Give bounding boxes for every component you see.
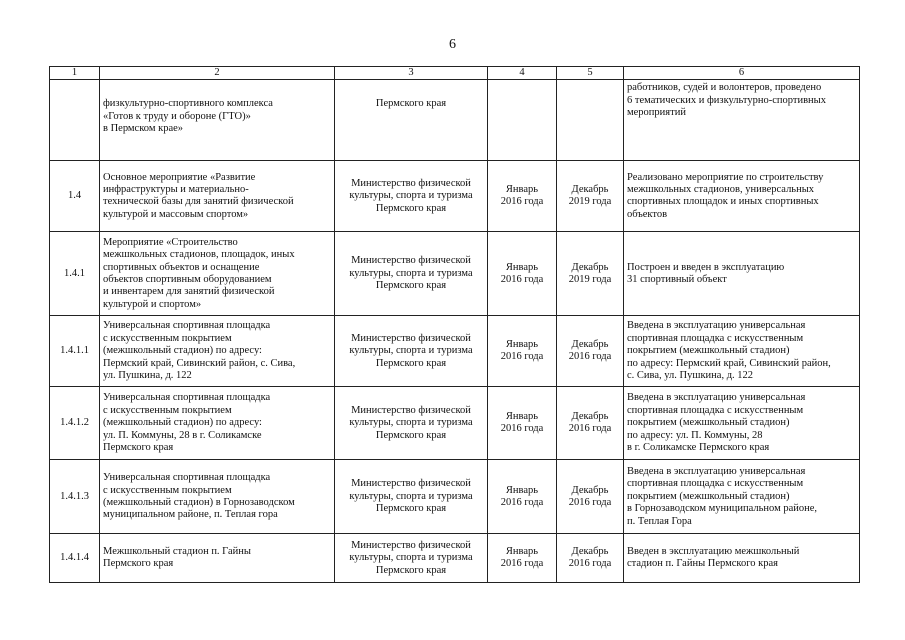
start-date xyxy=(488,80,557,161)
header-col-6: 6 xyxy=(624,67,860,80)
end-date: Декабрь 2019 года xyxy=(557,232,624,316)
end-date: Декабрь 2016 года xyxy=(557,316,624,387)
end-date: Декабрь 2016 года xyxy=(557,387,624,460)
table-header-row xyxy=(50,67,860,80)
activity-name: Межшкольный стадион п. Гайны Пермского края xyxy=(100,534,335,583)
activity-name: Универсальная спортивная площадка с искусственным покрытием (межшкольный стадион) в Горнозаводском муниципальном районе, п. Теплая гора xyxy=(100,460,335,534)
row-number: 1.4.1.2 xyxy=(50,387,100,460)
start-date: Январь 2016 года xyxy=(488,534,557,583)
activity-name: Мероприятие «Строительство межшкольных стадионов, площадок, иных спортивных объектов и оснащение объектов спортивным оборудованием и инвентарем для занятий физической культурой и спортом» xyxy=(100,232,335,316)
table-row xyxy=(50,534,860,583)
start-date: Январь 2016 года xyxy=(488,232,557,316)
executor: Министерство физической культуры, спорта и туризма Пермского края xyxy=(335,534,488,583)
end-date xyxy=(557,80,624,161)
executor: Министерство физической культуры, спорта и туризма Пермского края xyxy=(335,232,488,316)
executor: Министерство физической культуры, спорта и туризма Пермского края xyxy=(335,460,488,534)
end-date: Декабрь 2016 года xyxy=(557,534,624,583)
activity-name: Основное мероприятие «Развитие инфраструктуры и материально- технической базы для занятий физической культурой и массовым спортом» xyxy=(100,161,335,232)
row-number: 1.4.1.4 xyxy=(50,534,100,583)
row-number: 1.4.1.3 xyxy=(50,460,100,534)
table-row xyxy=(50,161,860,232)
end-date: Декабрь 2019 года xyxy=(557,161,624,232)
end-date: Декабрь 2016 года xyxy=(557,460,624,534)
result: Построен и введен в эксплуатацию 31 спортивный объект xyxy=(624,232,860,316)
result: Введена в эксплуатацию универсальная спортивная площадка с искусственным покрытием (межшкольный стадион) по адресу: Пермский край, Сивинский район, с. Сива, ул. Пушкина, д. 122 xyxy=(624,316,860,387)
table-row xyxy=(50,232,860,316)
row-number: 1.4.1.1 xyxy=(50,316,100,387)
executor: Министерство физической культуры, спорта и туризма Пермского края xyxy=(335,316,488,387)
header-col-3: 3 xyxy=(335,67,488,80)
result: Введена в эксплуатацию универсальная спортивная площадка с искусственным покрытием (межшкольный стадион) по адресу: ул. П. Коммуны, 28 в г. Соликамске Пермского края xyxy=(624,387,860,460)
activities-table xyxy=(49,66,860,583)
start-date: Январь 2016 года xyxy=(488,460,557,534)
start-date: Январь 2016 года xyxy=(488,387,557,460)
row-number xyxy=(50,80,100,161)
row-number: 1.4.1 xyxy=(50,232,100,316)
result: работников, судей и волонтеров, проведено 6 тематических и физкультурно-спортивных мероприятий xyxy=(624,80,860,161)
header-col-5: 5 xyxy=(557,67,624,80)
result: Введена в эксплуатацию универсальная спортивная площадка с искусственным покрытием (межшкольный стадион) в Горнозаводском муниципальном районе, п. Теплая Гора xyxy=(624,460,860,534)
header-col-4: 4 xyxy=(488,67,557,80)
table-row xyxy=(50,387,860,460)
start-date: Январь 2016 года xyxy=(488,316,557,387)
activity-name: Универсальная спортивная площадка с искусственным покрытием (межшкольный стадион) по адресу: Пермский край, Сивинский район, с. Сива, ул. Пушкина, д. 122 xyxy=(100,316,335,387)
row-number: 1.4 xyxy=(50,161,100,232)
executor: Министерство физической культуры, спорта и туризма Пермского края xyxy=(335,387,488,460)
table-row xyxy=(50,316,860,387)
activity-name: Универсальная спортивная площадка с искусственным покрытием (межшкольный стадион) по адресу: ул. П. Коммуны, 28 в г. Соликамске Пермского края xyxy=(100,387,335,460)
start-date: Январь 2016 года xyxy=(488,161,557,232)
executor: Пермского края xyxy=(335,80,488,161)
header-col-1: 1 xyxy=(50,67,100,80)
page-number: 6 xyxy=(449,37,456,52)
table-row xyxy=(50,80,860,161)
result: Реализовано мероприятие по строительству межшкольных стадионов, универсальных спортивных площадок и иных спортивных объектов xyxy=(624,161,860,232)
table-row xyxy=(50,460,860,534)
executor: Министерство физической культуры, спорта и туризма Пермского края xyxy=(335,161,488,232)
activity-name: физкультурно-спортивного комплекса «Готов к труду и обороне (ГТО)» в Пермском крае» xyxy=(100,80,335,161)
result: Введен в эксплуатацию межшкольный стадион п. Гайны Пермского края xyxy=(624,534,860,583)
header-col-2: 2 xyxy=(100,67,335,80)
